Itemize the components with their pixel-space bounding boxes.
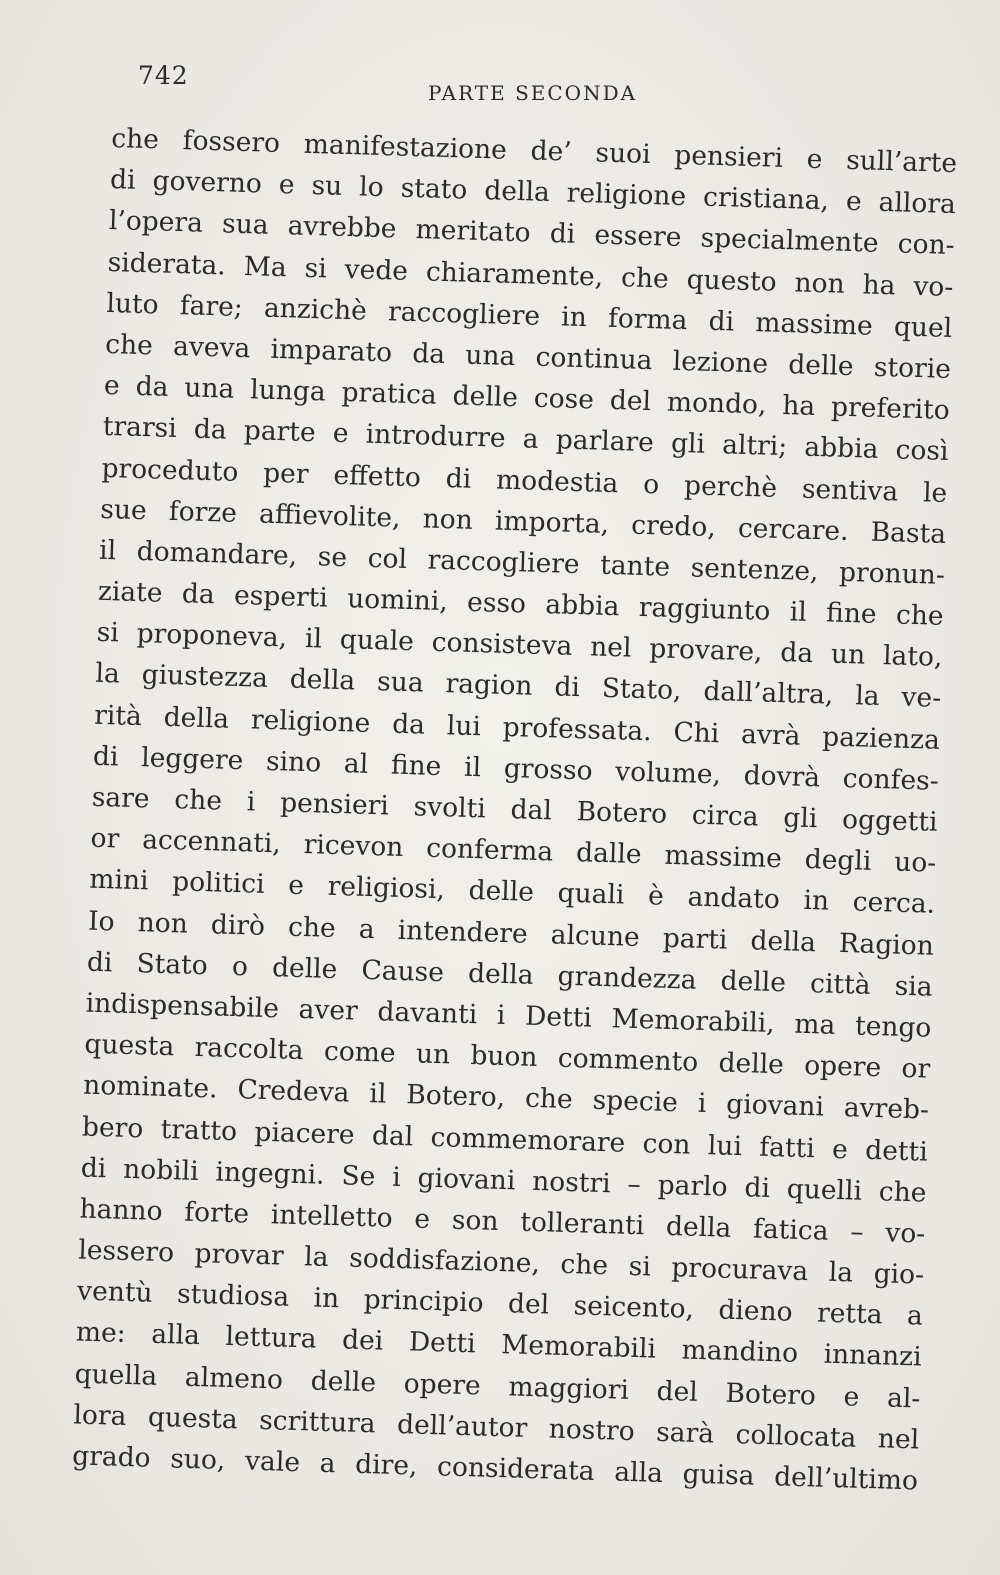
text-line: ventù studiosa in principio del seicento, dieno retta a: [76, 1275, 924, 1332]
text-line: trarsi da parte e introdurre a parlare gli altri; abbia così: [102, 411, 949, 468]
text-line: di nobili ingegni. Se i giovani nostri – parlo di quelli che: [80, 1152, 927, 1209]
text-line: quella almeno delle opere maggiori del Botero e al-: [74, 1358, 921, 1415]
text-line: di governo e su lo stato della religione cristiana, e allora: [109, 164, 957, 221]
text-line: di leggere sino al fine il grosso volume, dovrà confes-: [92, 740, 940, 797]
text-line: e da una lunga pratica delle cose del mondo, ha preferito: [103, 370, 951, 427]
text-line: l’opera sua avrebbe meritato di essere specialmente con-: [108, 205, 956, 262]
text-line: or accennati, ricevon conferma dalle massime degli uo-: [90, 822, 937, 879]
text-line: che aveva imparato da una continua lezione delle storie: [104, 328, 952, 385]
text-line: nominate. Credeva il Botero, che specie i giovani avreb-: [82, 1069, 930, 1126]
text-line: sare che i pensieri svolti dal Botero circa gli oggetti: [91, 781, 938, 838]
text-line: ziate da esperti uomini, esso abbia raggiunto il fine che: [97, 575, 945, 632]
text-line: questa raccolta come un buon commento delle opere or: [84, 1028, 931, 1085]
text-line: sue forze affievolite, non importa, credo, cercare. Basta: [99, 493, 947, 550]
text-line: rità della religione da lui professata. Chi avrà pazienza: [93, 699, 941, 756]
text-line: lessero provar la soddisfazione, che si procurava la gio-: [77, 1234, 925, 1291]
text-line: bero tratto piacere dal commemorare con lui fatti e detti: [81, 1111, 929, 1168]
text-line: luto fare; anzichè raccogliere in forma di massime quel: [106, 287, 953, 344]
text-line: hanno forte intelletto e son tolleranti della fatica – vo-: [79, 1193, 926, 1250]
text-line: grado suo, vale a dire, considerata alla guisa dell’ultimo: [71, 1440, 919, 1497]
text-line: Io non dirò che a intendere alcune parti della Ragion: [87, 905, 935, 962]
text-line: si proponeva, il quale consisteva nel provare, da un lato,: [96, 617, 943, 674]
text-line: che fossero manifestazione de’ suoi pensieri e sull’arte: [110, 122, 958, 180]
text-line: la giustezza della sua ragion di Stato, dall’altra, la ve-: [95, 658, 942, 715]
text-line: me: alla lettura dei Detti Memorabili mandino innanzi: [75, 1316, 923, 1373]
text-line: siderata. Ma si vede chiaramente, che questo non ha vo-: [107, 246, 954, 303]
text-line: il domandare, se col raccogliere tante sentenze, pronun-: [98, 534, 946, 591]
page-header: [138, 55, 958, 115]
text-line: mini politici e religiosi, delle quali è andato in cerca.: [88, 864, 936, 921]
page-number: 742: [138, 61, 189, 90]
text-line: di Stato o delle Cause della grandezza delle città sia: [86, 946, 934, 1003]
running-head: PARTE SECONDA: [428, 81, 638, 105]
text-line: indispensabile aver davanti i Detti Memorabili, ma tengo: [85, 987, 932, 1044]
text-line: proceduto per effetto di modestia o perchè sentiva le: [101, 452, 948, 509]
body-text: [72, 118, 958, 1502]
text-line: lora questa scrittura dell’autor nostro sarà collocata nel: [73, 1399, 920, 1456]
